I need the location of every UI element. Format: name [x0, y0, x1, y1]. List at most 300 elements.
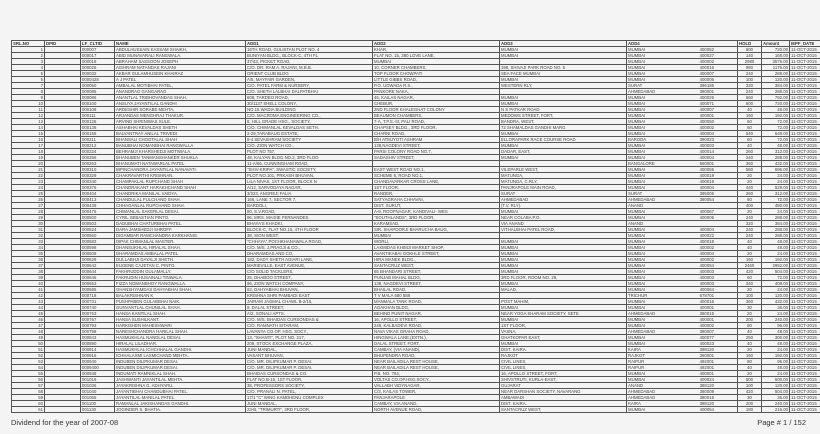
cell-amount: 168.00	[762, 53, 790, 59]
cell-pincode: 388120	[699, 347, 714, 352]
cell-srl-no: 25	[12, 191, 45, 197]
header-add4: ADD4	[627, 41, 738, 47]
cell-city: AHMEDABAD	[628, 329, 656, 334]
page-indicator: Page # 1 / 152	[757, 418, 806, 427]
cell-pincode: 400002	[699, 323, 714, 328]
cell-hold: 40	[738, 143, 762, 149]
cell-amount: 288.00	[762, 89, 790, 95]
cell-lf-cltid: 000212	[81, 143, 115, 149]
cell-city: AHMEDABAD	[628, 197, 656, 202]
table-row	[12, 401, 820, 407]
cell-name: ARVIND SHRINIWAS SULE.	[115, 119, 246, 125]
cell-add1: JUNI MANDAL,	[246, 347, 373, 353]
cell-city: RAJKOT	[628, 353, 645, 358]
cell-amount: 48.00	[762, 329, 790, 335]
cell-hold: 40	[738, 341, 762, 347]
cell-add1: KRISHNA SHRI PAMBADI EAST	[246, 293, 373, 299]
cell-add1: 25, DHABOO STREET,	[246, 275, 373, 281]
cell-add2: LAXMIDAS KHIMJI MARKET SHOP,	[373, 245, 500, 251]
cell-hold: 60	[738, 119, 762, 125]
cell-name: HARKISHEN MAHESHWARI	[115, 323, 246, 329]
cell-name: JAYAKRISHNA G. ADHYARU.	[115, 383, 246, 389]
cell-hold: 340	[738, 281, 762, 287]
cell-lf-cltid: 000503	[81, 221, 115, 227]
cell-dpid	[45, 407, 81, 413]
cell-hold: 540	[738, 131, 762, 137]
cell-hold: 20	[738, 173, 762, 179]
cell-add2: SCHEME 6, ROAD NO.1,	[373, 173, 500, 179]
cell-pincode: 400001	[699, 305, 714, 310]
cell-hold: 20	[738, 347, 762, 353]
cell-amount: 24.00	[762, 371, 790, 377]
cell-lf-cltid: 000017	[81, 53, 115, 59]
cell-add1: ORIENT CLUB BLDG	[246, 71, 373, 77]
cell-add1: 96, MRS. MAISIE FERNANDES.	[246, 215, 373, 221]
cell-lf-cltid: 000340	[81, 179, 115, 185]
cell-add1: 8-4 SEVASHRAM SOCIETY	[246, 137, 373, 143]
cell-lf-cltid: 001100	[81, 401, 115, 407]
cell-add2: 46, KAILAS NAGAR,	[373, 95, 500, 101]
cell-add3: MUMBAI	[500, 281, 627, 287]
cell-srl-no: 12	[12, 113, 45, 119]
cell-add1: 63, DAHYABHAI BHUVAN,	[246, 287, 373, 293]
cell-amount: 48.00	[762, 239, 790, 245]
cell-srl-no: 44	[12, 305, 45, 311]
cell-city: MUMBAI	[628, 305, 646, 310]
cell-add1: BUNIYAN BLDG., BLOCK-C, 4TH FL	[246, 53, 373, 59]
cell-iepf-date: 11-OCT-2015	[790, 185, 820, 191]
cell-pincode: 400019	[699, 179, 714, 184]
cell-srl-no: 55	[12, 371, 45, 377]
cell-iepf-date: 11-OCT-2015	[790, 353, 820, 359]
cell-amount: 2952.00	[762, 263, 790, 269]
cell-pincode: 400014	[699, 149, 714, 154]
cell-iepf-date: 11-OCT-2015	[790, 149, 820, 155]
cell-city: MUMBAI	[628, 179, 646, 184]
cell-add3: VIA ANAND	[500, 221, 627, 227]
cell-srl-no: 42	[12, 293, 45, 299]
cell-lf-cltid: 000329	[81, 173, 115, 179]
cell-add3: MUMBAI	[500, 245, 627, 251]
cell-iepf-date: 11-OCT-2015	[790, 317, 820, 323]
cell-city: MUMBAI	[628, 47, 646, 52]
cell-city: MUMBAI	[628, 287, 646, 292]
cell-add1: "CHHAYA",POCHKHANAWALA ROAD,	[246, 239, 373, 245]
cell-iepf-date: 11-OCT-2015	[790, 131, 820, 137]
cell-add3: MALAD,	[500, 287, 627, 293]
cell-iepf-date: 11-OCT-2015	[790, 245, 820, 251]
cell-pincode: 400002	[699, 125, 714, 130]
cell-city: TRICHUR	[628, 293, 648, 298]
cell-name: EUGENE CAJETAN C. PINTO.	[115, 263, 246, 269]
cell-name: BHANUBEN TANMANSHANKER SHUKLA	[115, 155, 246, 161]
cell-iepf-date: 11-OCT-2015	[790, 407, 820, 413]
cell-pincode: 400022	[699, 233, 714, 238]
cell-hold: 30	[738, 395, 762, 401]
cell-pincode: 400002	[699, 59, 714, 64]
cell-add1: C/O. PRANALI N. PATEL,	[246, 389, 373, 395]
cell-srl-no: 30	[12, 221, 45, 227]
cell-amount: 3576.00	[762, 59, 790, 65]
cell-pincode: 492001	[699, 365, 714, 370]
cell-hold: 2980	[738, 59, 762, 65]
cell-city: MUMBAI	[628, 119, 646, 124]
cell-city: ANAND	[628, 221, 644, 226]
cell-add1: C/O. MACROMA ENGINEERING CO.,	[246, 113, 373, 119]
cell-lf-cltid: 000560	[81, 233, 115, 239]
cell-name: CHAKRAVARTHI KRISHNAN.	[115, 173, 246, 179]
cell-lf-cltid: 000108	[81, 107, 115, 113]
table-row	[12, 245, 820, 251]
cell-add1: BHAYA'S KHADKI,	[246, 221, 373, 227]
cell-add3: MUMBAI	[500, 341, 627, 347]
cell-pincode: 400001	[699, 371, 714, 376]
cell-add3: MUMBAI	[500, 155, 627, 161]
cell-amount: 1176.00	[762, 65, 790, 71]
cell-name: ABDULHUSSAIN KASSAM SHAIKH,	[115, 47, 246, 53]
cell-amount: 240.00	[762, 317, 790, 323]
table-row	[12, 65, 820, 71]
cell-add2: LITTLE GIBBS ROAD,	[373, 77, 500, 83]
cell-add2: PUNJAB MAHAL BLDG,	[373, 275, 500, 281]
cell-add3: GHATKOPAR EAST,	[500, 335, 627, 341]
cell-add1: PLOT NO 757,	[246, 149, 373, 155]
cell-amount: 72.00	[762, 119, 790, 125]
cell-add3: CIVIL LINES,	[500, 365, 627, 371]
cell-amount: 528.00	[762, 185, 790, 191]
cell-hold: 40	[738, 329, 762, 335]
cell-iepf-date: 11-OCT-2015	[790, 311, 820, 317]
table-row	[12, 347, 820, 353]
cell-hold: 420	[738, 389, 762, 395]
unclaimed-dividend-table	[11, 40, 820, 413]
cell-name: HASMUKHLAL NANDLAL DESAI.	[115, 335, 246, 341]
cell-add3: (T.V. RLY).	[500, 203, 627, 209]
cell-lf-cltid: 000767	[81, 317, 115, 323]
cell-add2: TOP FLOOR CHOWPATI	[373, 71, 500, 77]
cell-amount: 24.00	[762, 251, 790, 257]
cell-pincode: 380015	[699, 395, 714, 400]
cell-iepf-date: 11-OCT-2015	[790, 263, 820, 269]
cell-add3: MUMBAI	[500, 77, 627, 83]
cell-amount: 120.00	[762, 293, 790, 299]
cell-lf-cltid: 000653	[81, 281, 115, 287]
cell-pincode: 492001	[699, 359, 714, 364]
cell-iepf-date: 11-OCT-2015	[790, 215, 820, 221]
cell-lf-cltid: 000086	[81, 95, 115, 101]
cell-city: MUMBAI	[628, 317, 646, 322]
cell-iepf-date: 11-OCT-2015	[790, 107, 820, 113]
cell-amount: 48.00	[762, 107, 790, 113]
cell-iepf-date: 11-OCT-2015	[790, 383, 820, 389]
cell-name: BALVANTRAY ANILAL TRIVEDI	[115, 131, 246, 137]
cell-iepf-date: 11-OCT-2015	[790, 119, 820, 125]
cell-add2: BEHIND PUNIT NAGAR,	[373, 311, 500, 317]
cell-add3: 3RD FLOOR, ROOM NO. 29,	[500, 275, 627, 281]
cell-amount: 480.00	[762, 203, 790, 209]
cell-srl-no: 49	[12, 335, 45, 341]
cell-add3: MUMBAI	[500, 317, 627, 323]
cell-pincode: 400077	[699, 335, 714, 340]
cell-add1: C/O. DR. RAM A. RAJANI, M.B.B.	[246, 65, 373, 71]
cell-city: MUMBAI	[628, 257, 646, 262]
header-lf-cltid: LF_CLTID	[81, 41, 115, 47]
header-add3: ADD3	[500, 41, 627, 47]
cell-lf-cltid: 000224	[81, 149, 115, 155]
cell-name: FIZZA NOMANBHOY RANGWALLA.	[115, 281, 246, 287]
cell-srl-no: 21	[12, 167, 45, 173]
cell-amount: 312.00	[762, 191, 790, 197]
cell-city: MUMBAI	[628, 185, 646, 190]
cell-hold: 60	[738, 197, 762, 203]
cell-hold: 260	[738, 191, 762, 197]
cell-lf-cltid: 000793	[81, 323, 115, 329]
cell-lf-cltid: 001016	[81, 377, 115, 383]
cell-pincode: 380009	[699, 389, 714, 394]
cell-add1: MARIEVILLE, EAST AVENUE,	[246, 263, 373, 269]
table-row	[12, 167, 820, 173]
table-row	[12, 269, 820, 275]
table-row	[12, 209, 820, 215]
cell-pincode: 400003	[699, 143, 714, 148]
cell-add2: T V MALA 680 588	[373, 293, 500, 299]
cell-amount: 600.00	[762, 377, 790, 383]
cell-city: MUMBAI	[628, 59, 646, 64]
cell-hold: 180	[738, 407, 762, 413]
cell-add3: AMBAWADI	[500, 395, 627, 401]
cell-iepf-date: 11-OCT-2015	[790, 173, 820, 179]
header-add1: ADD1	[246, 41, 373, 47]
cell-lf-cltid: 000500	[81, 215, 115, 221]
cell-srl-no: 5	[12, 71, 45, 77]
table-row	[12, 335, 820, 341]
cell-add2: NEAR BAILADILA REST HOUSE,	[373, 359, 500, 365]
cell-srl-no: 39	[12, 275, 45, 281]
cell-amount: 432.00	[762, 161, 790, 167]
cell-iepf-date: 11-OCT-2015	[790, 167, 820, 173]
cell-add3: MUMBAI	[500, 305, 627, 311]
cell-add3: SANTACRUZ WEST,	[500, 407, 627, 413]
cell-city: MUMBAI	[628, 251, 646, 256]
table-row	[12, 137, 820, 143]
cell-city: MUMBAI	[628, 335, 646, 340]
cell-iepf-date: 11-OCT-2015	[790, 197, 820, 203]
cell-add2: SIR. SHAPOORJI BHARUCHA BAUG,	[373, 227, 500, 233]
cell-city: KAIRA	[628, 347, 641, 352]
cell-city: MUMBAI	[628, 95, 646, 100]
cell-hold: 160	[738, 257, 762, 263]
cell-add3: MUMBAI	[500, 101, 627, 107]
cell-amount: 504.00	[762, 269, 790, 275]
table-row	[12, 107, 820, 113]
cell-name: HANSA SUSHILKANT.	[115, 317, 246, 323]
cell-srl-no: 38	[12, 269, 45, 275]
cell-add3: ELLORAPARK RACE COURSE ROAD	[500, 137, 627, 143]
cell-lf-cltid: 000524	[81, 227, 115, 233]
cell-city: MUMBAI	[628, 341, 646, 346]
cell-hold: 240	[738, 227, 762, 233]
cell-hold: 20	[738, 371, 762, 377]
cell-srl-no: 2	[12, 53, 45, 59]
cell-lf-cltid: 000642	[81, 263, 115, 269]
cell-add2: B/H ATMJYOTI ASHRAM	[373, 137, 500, 143]
cell-add3: MUMBAI	[500, 131, 627, 137]
cell-pincode: 400064	[699, 287, 714, 292]
cell-add2: NEAR BAILADILA REST HOUSE,	[373, 365, 500, 371]
cell-add3: MUMBAI	[500, 263, 627, 269]
cell-name: JASHWANTI JAYANTILAL MEHTA.	[115, 377, 246, 383]
cell-iepf-date: 11-OCT-2015	[790, 89, 820, 95]
cell-iepf-date: 11-OCT-2015	[790, 203, 820, 209]
cell-srl-no: 52	[12, 353, 45, 359]
cell-amount: 720.00	[762, 47, 790, 53]
cell-pincode: 400024	[699, 377, 714, 382]
cell-pincode: 400016	[699, 299, 714, 304]
cell-city: MUMBAI	[628, 113, 646, 118]
table-row	[12, 341, 820, 347]
cell-add1: C/O. PATEL FARM & NURSERY,	[246, 83, 373, 89]
cell-name: BALAKRISHNAN K	[115, 293, 246, 299]
cell-hold: 360	[738, 299, 762, 305]
header-iepf-date: IEPF_DATE	[790, 41, 820, 47]
cell-pincode: 400006	[699, 77, 714, 82]
cell-pincode: 400052	[699, 47, 714, 52]
cell-amount: 432.00	[762, 299, 790, 305]
cell-city: MUMBAI	[628, 167, 646, 172]
cell-hold: 40	[738, 239, 762, 245]
cell-lf-cltid: 001130	[81, 407, 115, 413]
cell-iepf-date: 11-OCT-2015	[790, 47, 820, 53]
cell-lf-cltid: 000111	[81, 113, 115, 119]
cell-name: PUSHPABEN GULABBHAI NAIK.	[115, 299, 246, 305]
cell-add3: DADAR, EAST,	[500, 149, 627, 155]
header-hold: HOLD	[738, 41, 762, 47]
cell-srl-no: 48	[12, 329, 45, 335]
table-row	[12, 359, 820, 365]
cell-srl-no: 46	[12, 317, 45, 323]
cell-amount: 24.00	[762, 311, 790, 317]
cell-name: AISHRAM NATANDAS RAJANI	[115, 65, 246, 71]
header-name: NAME	[115, 41, 246, 47]
cell-pincode: 400002	[699, 245, 714, 250]
cell-srl-no: 8	[12, 89, 45, 95]
cell-add2: PANKORE NAKA,	[373, 89, 500, 95]
cell-add1: JAIRAM JAGMAL CHAWL B-2/16,	[246, 299, 373, 305]
cell-name: CYRIL SEBASTIAN PINTO.	[115, 215, 246, 221]
cell-city: BANGALORE	[628, 161, 655, 166]
cell-add3: MUMBAI	[500, 269, 627, 275]
cell-hold: 80	[738, 359, 762, 365]
cell-iepf-date: 11-OCT-2015	[790, 281, 820, 287]
cell-add2: 7-A, T.P.S.-III, PALI ROAD,	[373, 119, 500, 125]
cell-add1: 9, DALAL STREET,	[246, 305, 373, 311]
table-row	[12, 323, 820, 329]
cell-iepf-date: 11-OCT-2015	[790, 191, 820, 197]
cell-pincode: 400027	[699, 53, 714, 58]
cell-name: HIRALAL LILADHAR.	[115, 341, 246, 347]
cell-add1: C/O. MR. DILIPKUMAR P. DESAI.	[246, 359, 373, 365]
cell-add3: NEAR COLABA P.O.	[500, 215, 627, 221]
cell-lf-cltid: 000310	[81, 167, 115, 173]
table-row	[12, 53, 820, 59]
cell-city: MUMBAI	[628, 371, 646, 376]
cell-iepf-date: 11-OCT-2015	[790, 227, 820, 233]
cell-add2: BHUPENDRA ROAD,	[373, 353, 500, 359]
cell-pincode: 400023	[699, 341, 714, 346]
cell-srl-no: 1	[12, 47, 45, 53]
cell-add1: 30/1137 SHELL COLONY,	[246, 101, 373, 107]
cell-hold: 360	[738, 161, 762, 167]
cell-lf-cltid: 000916	[81, 353, 115, 359]
cell-city: MUMBAI	[628, 101, 646, 106]
cell-name: FAKRUDIN HUSAINALI TINWALA.	[115, 275, 246, 281]
cell-city: MUMBAI	[628, 263, 646, 268]
cell-iepf-date: 11-OCT-2015	[790, 125, 820, 131]
cell-lf-cltid: 000018	[81, 59, 115, 65]
cell-lf-cltid: 000740	[81, 305, 115, 311]
cell-name: ASHABHAI KEVALDAS SHETH	[115, 125, 246, 131]
cell-name: DARA JAMSHEDJI SHROFF.	[115, 227, 246, 233]
cell-srl-no: 34	[12, 245, 45, 251]
cell-iepf-date: 11-OCT-2015	[790, 287, 820, 293]
cell-city: MUMBAI	[628, 143, 646, 148]
cell-srl-no: 13	[12, 119, 45, 125]
cell-amount: 408.00	[762, 281, 790, 287]
cell-add2: RANDER,	[373, 191, 500, 197]
cell-pincode: 400002	[699, 257, 714, 262]
cell-iepf-date: 11-OCT-2015	[790, 299, 820, 305]
cell-city: MUMBAI	[628, 269, 646, 274]
cell-add3: MATUNGA,	[500, 173, 627, 179]
cell-iepf-date: 11-OCT-2015	[790, 71, 820, 77]
cell-lf-cltid: 0009400	[81, 365, 115, 371]
cell-hold: 980	[738, 65, 762, 71]
cell-city: RAIPUR	[628, 359, 645, 364]
cell-add3: MUMBAI	[500, 53, 627, 59]
cell-name: ARDESHIR SORABE MEHTA,	[115, 107, 246, 113]
cell-add2: AGAKHAN BLDG,	[373, 305, 500, 311]
cell-add3: CIVIL LINES,	[500, 359, 627, 365]
cell-srl-no: 36	[12, 257, 45, 263]
cell-city: MUMBAI	[628, 281, 646, 286]
table-row	[12, 119, 820, 125]
table-row	[12, 389, 820, 395]
cell-iepf-date: 11-OCT-2015	[790, 101, 820, 107]
cell-pincode: 400001	[699, 317, 714, 322]
cell-amount: 48.00	[762, 365, 790, 371]
cell-add1: JUNI MANDAL,	[246, 401, 373, 407]
cell-srl-no: 43	[12, 299, 45, 305]
cell-lf-cltid: 0000428	[81, 77, 115, 83]
cell-iepf-date: 11-OCT-2015	[790, 347, 820, 353]
cell-srl-no: 16	[12, 137, 45, 143]
cell-name: DIGAMBAR RAMCHANDRA KARKHANIS.	[115, 233, 246, 239]
cell-hold: 600	[738, 101, 762, 107]
cell-hold: 60	[738, 125, 762, 131]
cell-add3: VILEPARLE WEST,	[500, 167, 627, 173]
cell-srl-no: 15	[12, 131, 45, 137]
table-row	[12, 143, 820, 149]
cell-srl-no: 28	[12, 209, 45, 215]
cell-pincode: 396185	[699, 83, 714, 88]
cell-add2: MANMALA TANK ROAD,	[373, 299, 500, 305]
cell-amount: 192.00	[762, 257, 790, 263]
header-srl-no: SRL.NO	[12, 41, 45, 47]
cell-add3: 16, APOLLO STREET, FORT,	[500, 371, 627, 377]
cell-add3: SEA FACE MUMBAI	[500, 71, 627, 77]
cell-lf-cltid: 000685	[81, 287, 115, 293]
cell-iepf-date: 11-OCT-2015	[790, 59, 820, 65]
